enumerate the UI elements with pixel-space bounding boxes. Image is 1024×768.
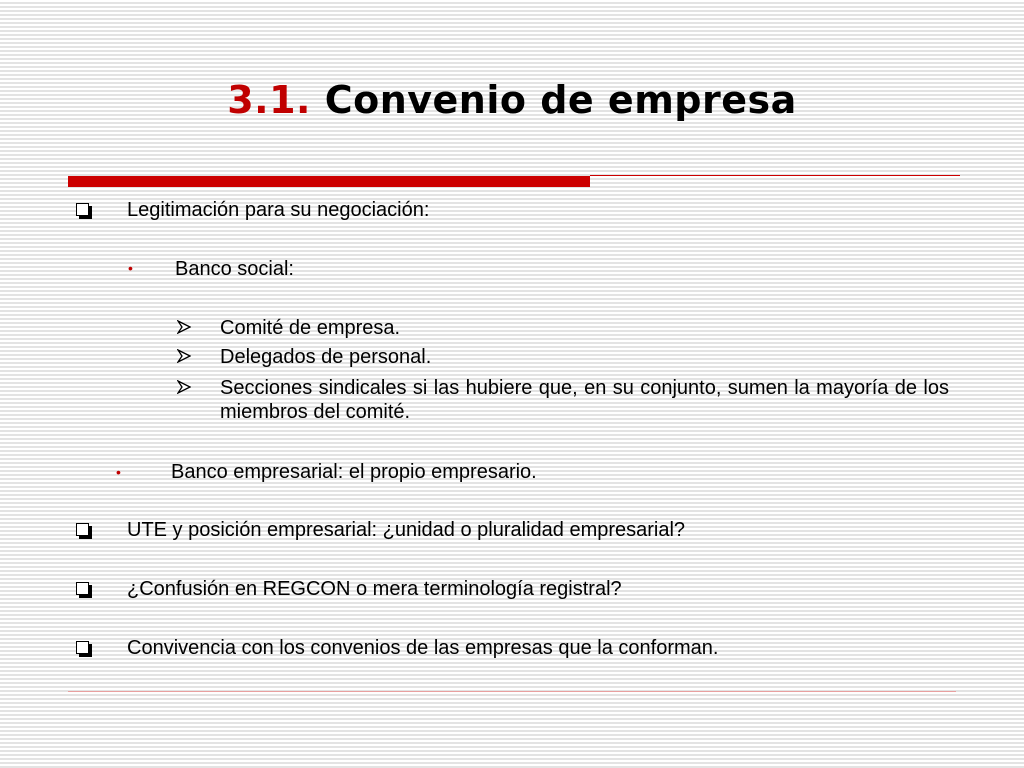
checkbox-square-icon <box>76 641 89 654</box>
title-underline-thin <box>590 175 960 176</box>
bullet-delegados: Delegados de personal. <box>220 346 432 368</box>
bullet-banco-empresarial: Banco empresarial: el propio empresario. <box>171 461 537 483</box>
bullet-secciones: Secciones sindicales si las hubiere que, en su conjunto, sumen la mayoría de los miembros del comité. <box>220 377 949 423</box>
bullet-legitimacion: Legitimación para su negociación: <box>127 199 430 221</box>
checkbox-square-icon <box>76 582 89 595</box>
checkbox-square-icon <box>76 203 89 216</box>
bullet-comite: Comité de empresa. <box>220 317 401 339</box>
title-text: Convenio de empresa <box>324 78 797 122</box>
round-bullet-icon: • <box>128 260 133 276</box>
checkbox-square-icon <box>76 523 89 536</box>
arrow-bullet-icon <box>177 380 191 394</box>
bullet-confusion: ¿Confusión en REGCON o mera terminología registral? <box>127 578 622 600</box>
arrow-bullet-icon <box>177 320 191 334</box>
footer-divider <box>68 691 956 692</box>
title-number: 3.1. <box>227 78 311 122</box>
title-underline-thick <box>68 176 590 187</box>
slide-title <box>0 78 1024 122</box>
round-bullet-icon: • <box>116 464 121 480</box>
arrow-bullet-icon <box>177 349 191 363</box>
bullet-convivencia: Convivencia con los convenios de las empresas que la conforman. <box>127 637 719 659</box>
bullet-ute: UTE y posición empresarial: ¿unidad o pluralidad empresarial? <box>127 519 686 541</box>
bullet-banco-social: Banco social: <box>175 258 294 280</box>
